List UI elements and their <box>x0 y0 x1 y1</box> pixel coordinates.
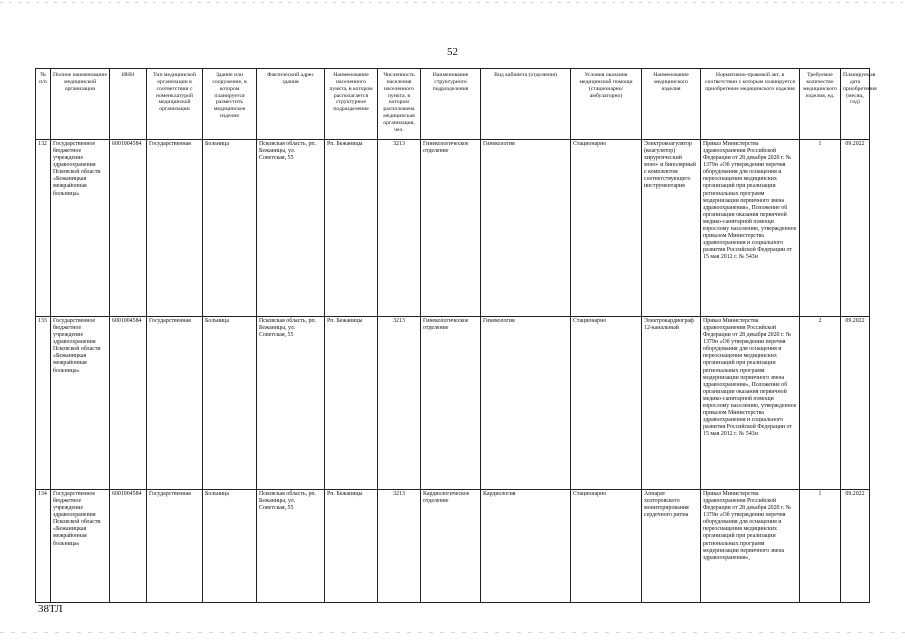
cell-act: Приказ Министерства здравоохранения Российской Федерации от 28 декабря 2020 г. № 1379н «Об утверждении перечня оборудования для оснащения и переоснащения медицинских организаций при реализации региональных программ модернизации первичного звена здравоохранения», <box>701 490 800 603</box>
cell-type: Государственная <box>147 490 203 603</box>
cell-device: Электрокоагулятор (коагулятор) хирургический моно- и биполярный с комплектом соответствующего инструментария <box>642 140 701 317</box>
cell-unit: Гинекологическое отделение <box>421 140 481 317</box>
cell-qty: 1 <box>800 490 841 603</box>
header-qty: Требуемое количество медицинского изделия, ед. <box>800 69 841 140</box>
cell-num: 133 <box>36 317 51 490</box>
cell-inn: 6001004584 <box>110 317 147 490</box>
cell-num: 134 <box>36 490 51 603</box>
cell-conditions: Стационарно <box>571 140 642 317</box>
table-row <box>36 140 870 317</box>
header-population: Численность населения населенного пункта, в котором расположена медицинская организация, чел. <box>378 69 421 140</box>
cell-org: Государственное бюджетное учреждение здравоохранения Псковской области «Бежаницкая межрайонная больница» <box>51 140 110 317</box>
cell-qty: 2 <box>800 317 841 490</box>
equipment-table <box>35 68 877 603</box>
header-act: Нормативно-правовой акт, в соответствии с которым планируется приобретение медицинского изделия <box>701 69 800 140</box>
cell-org: Государственное бюджетное учреждение здравоохранения Псковской области «Бежаницкая межрайонная больница» <box>51 490 110 603</box>
cell-settlement: Рп. Бежаницы <box>325 490 378 603</box>
cell-act: Приказ Министерства здравоохранения Российской Федерации от 28 декабря 2020 г. № 1379н «Об утверждении перечня оборудования для оснащения и переоснащения медицинских организаций при реализации региональных программ модернизации первичного звена здравоохранения», Положение об организации оказания первичной медико-санитарной помощи взрослому населению, утвержденное приказом Министерства здравоохранения и социального развития Российской Федерации от 15 мая 2012 г. № 543н <box>701 317 800 490</box>
scan-artifact-top <box>0 2 905 3</box>
cell-settlement: Рп. Бежаницы <box>325 317 378 490</box>
cell-inn: 6001004584 <box>110 490 147 603</box>
cell-device: Аппарат холтеровского мониторирования сердечного ритма <box>642 490 701 603</box>
table-row <box>36 490 870 603</box>
cell-address: Псковская область, рп. Бежаницы, ул. Советская, 55 <box>257 490 325 603</box>
footer-code: 38ТЛ <box>38 603 63 615</box>
header-org: Полное наименование медицинской организации <box>51 69 110 140</box>
cell-population: 3213 <box>378 140 421 317</box>
header-conditions: Условия оказания медицинской помощи (стационарно/амбулаторно) <box>571 69 642 140</box>
header-device: Наименование медицинского изделия <box>642 69 701 140</box>
cell-address: Псковская область, рп. Бежаницы, ул. Советская, 55 <box>257 140 325 317</box>
cell-inn: 6001004584 <box>110 140 147 317</box>
header-address: Фактический адрес здания <box>257 69 325 140</box>
cell-building: Больница <box>203 490 257 603</box>
cell-num: 132 <box>36 140 51 317</box>
cell-device: Электрокардиограф 12-канальный <box>642 317 701 490</box>
cell-population: 3213 <box>378 490 421 603</box>
cell-unit: Гинекологическое отделение <box>421 317 481 490</box>
header-unit: Наименование структурного подразделения <box>421 69 481 140</box>
cell-date: 09.2022 <box>841 317 870 490</box>
page-number: 52 <box>447 46 458 58</box>
cell-cabinet: Кардиология <box>481 490 571 603</box>
cell-date: 09.2022 <box>841 490 870 603</box>
cell-org: Государственное бюджетное учреждение здравоохранения Псковской области «Бежаницкая межрайонная больница» <box>51 317 110 490</box>
header-date: Планируемая дата приобретения (месяц, год) <box>841 69 870 140</box>
header-num: № п/п <box>36 69 51 140</box>
cell-cabinet: Гинекология <box>481 317 571 490</box>
cell-qty: 1 <box>800 140 841 317</box>
table-row <box>36 317 870 490</box>
header-settlement: Наименование населенного пункта, в котором располагается структурное подразделение <box>325 69 378 140</box>
cell-conditions: Стационарно <box>571 317 642 490</box>
header-type: Тип медицинской организации в соответствии с номенклатурой медицинской организации <box>147 69 203 140</box>
cell-cabinet: Гинекология <box>481 140 571 317</box>
header-building: Здание или сооружение, в котором планируется разместить медицинское изделие <box>203 69 257 140</box>
table-header-row <box>36 69 870 140</box>
header-inn: ИНН <box>110 69 147 140</box>
cell-population: 3213 <box>378 317 421 490</box>
header-cabinet: Вид кабинета (отделения) <box>481 69 571 140</box>
cell-type: Государственная <box>147 140 203 317</box>
cell-building: Больница <box>203 317 257 490</box>
cell-unit: Кардиологическое отделение <box>421 490 481 603</box>
cell-type: Государственная <box>147 317 203 490</box>
cell-act: Приказ Министерства здравоохранения Российской Федерации от 28 декабря 2020 г. № 1379н «Об утверждении перечня оборудования для оснащения и переоснащения медицинских организаций при реализации региональных программ модернизации первичного звена здравоохранения», Положение об организации оказания первичной медико-санитарной помощи взрослому населению, утвержденное приказом Министерства здравоохранения и социального развития Российской Федерации от 15 мая 2012 г. № 543н <box>701 140 800 317</box>
cell-conditions: Стационарно <box>571 490 642 603</box>
scan-artifact-bottom <box>0 632 905 633</box>
cell-building: Больница <box>203 140 257 317</box>
cell-address: Псковская область, рп. Бежаницы, ул. Советская, 55 <box>257 317 325 490</box>
cell-date: 09.2022 <box>841 140 870 317</box>
cell-settlement: Рп. Бежаницы <box>325 140 378 317</box>
